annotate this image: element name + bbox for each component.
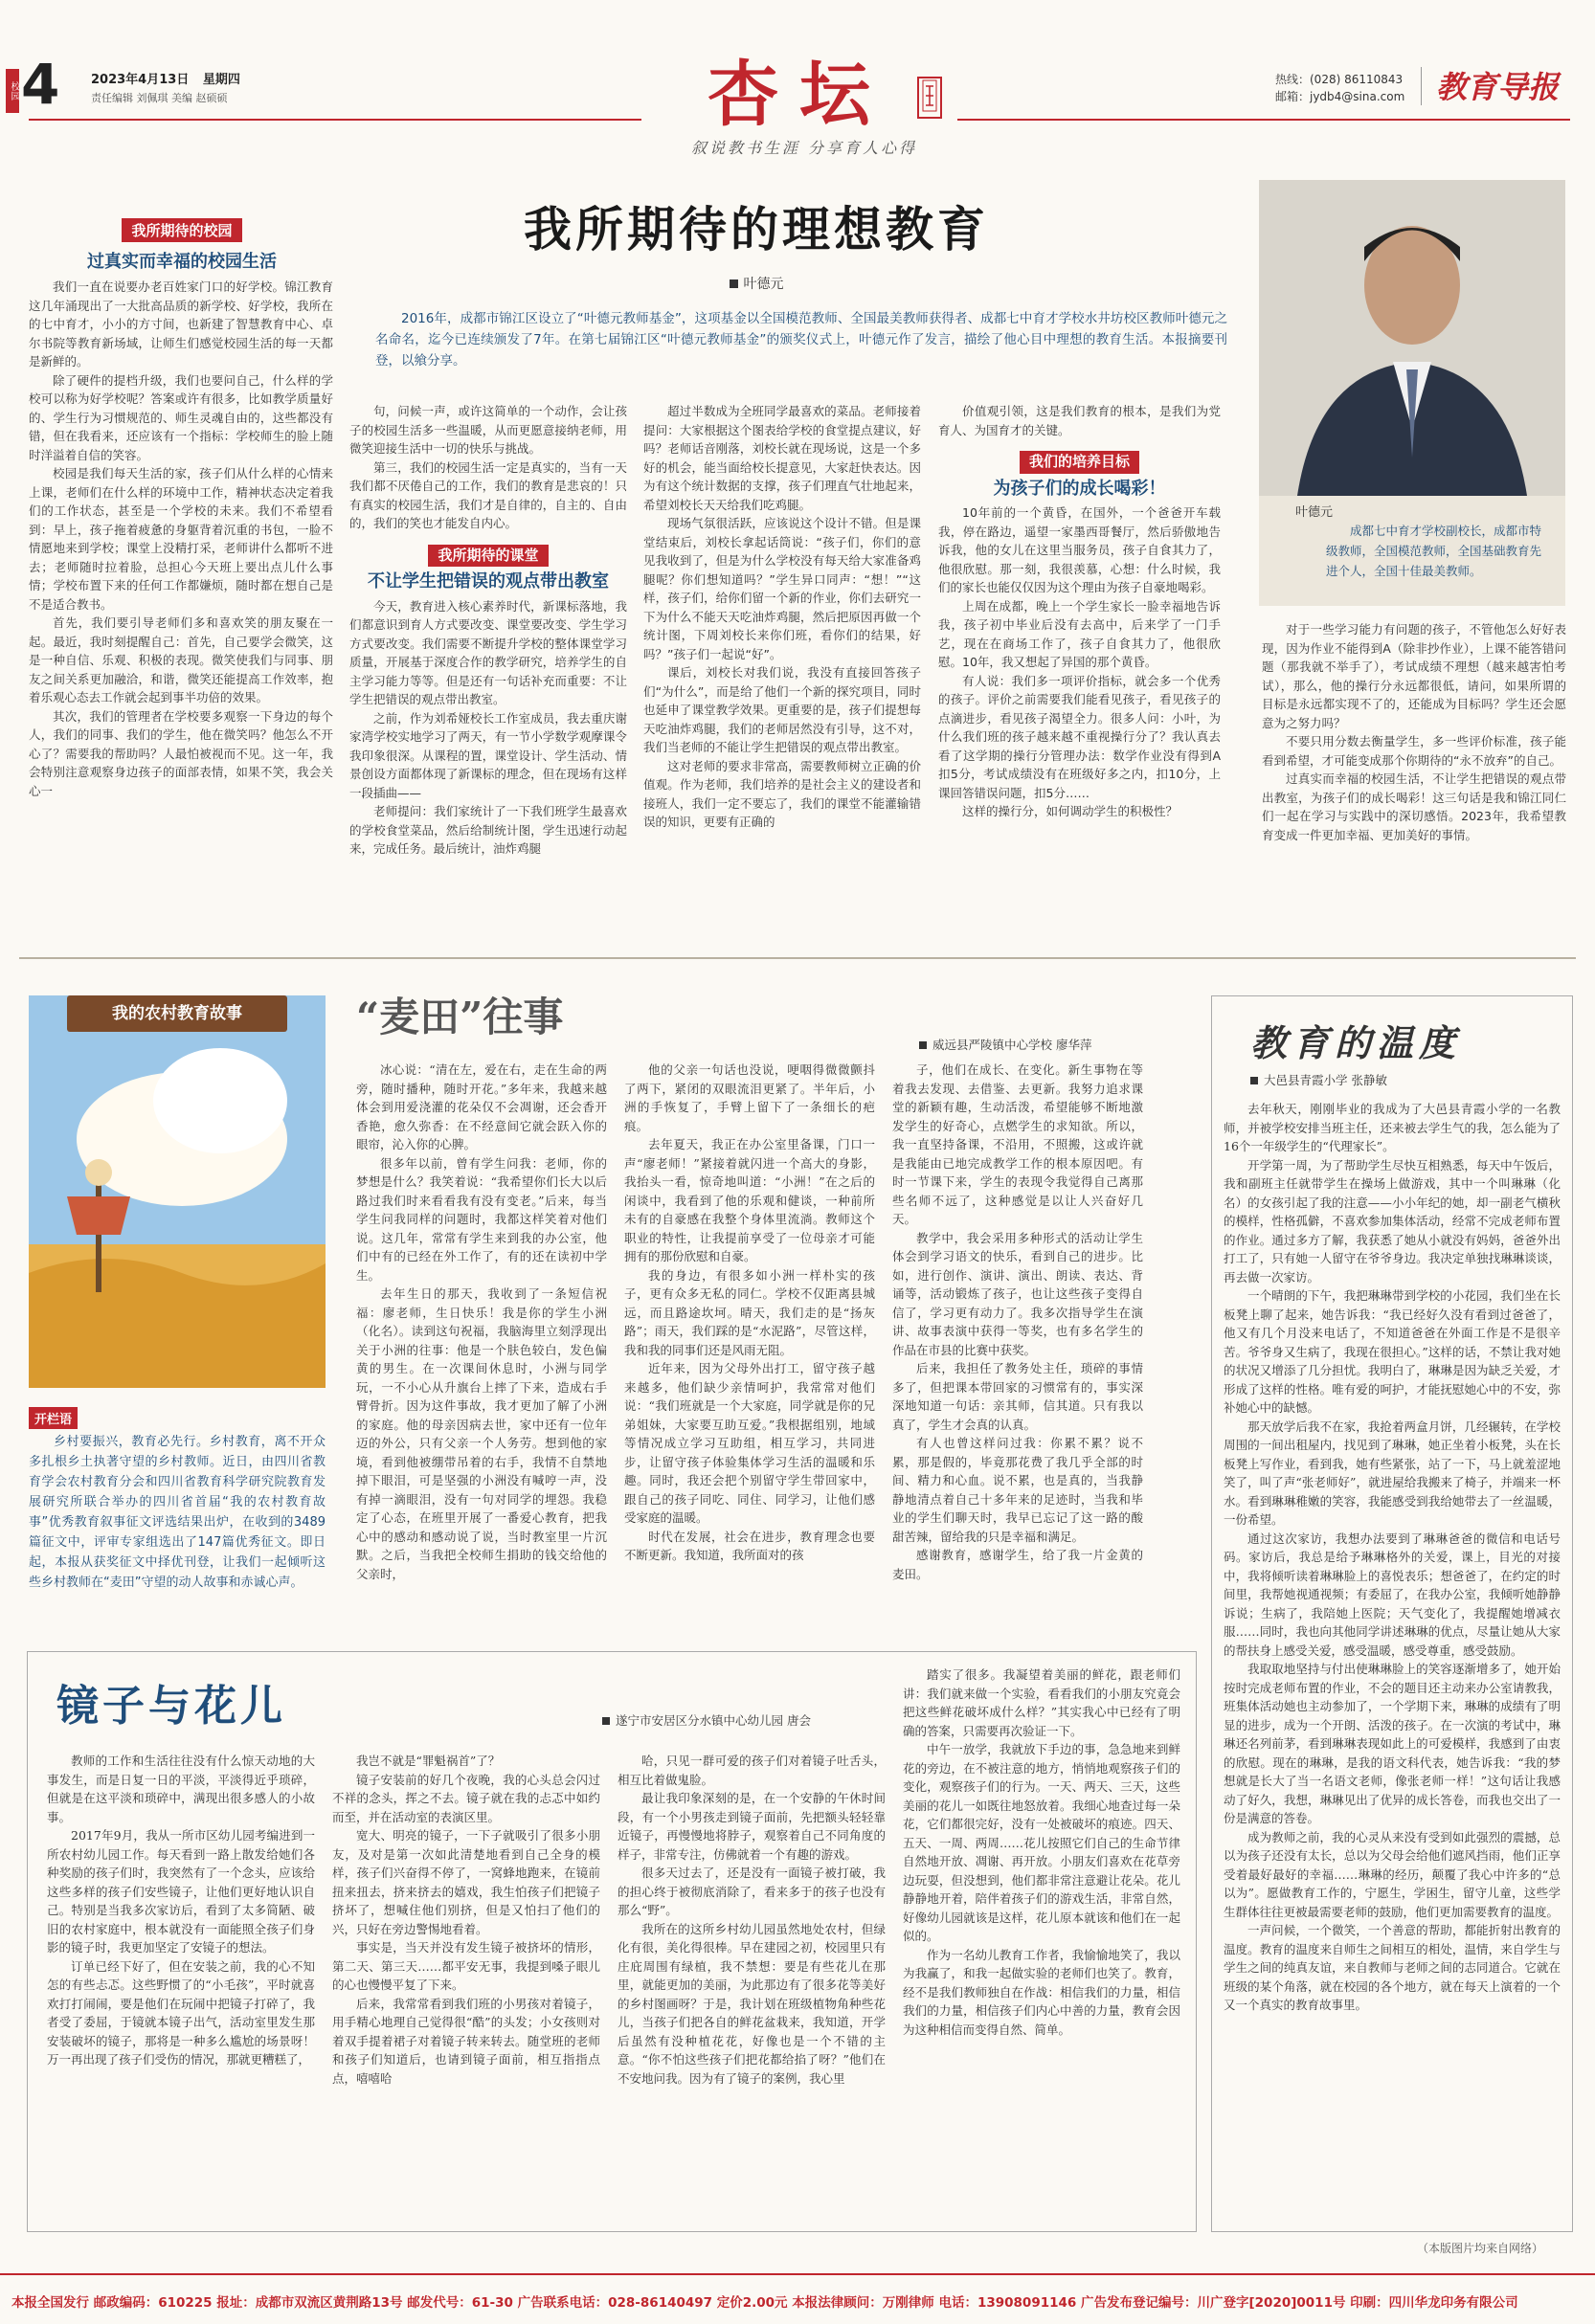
paragraph: 今天，教育进入核心素养时代，新课标落地，我们都意识到育人方式要改变、课堂要改变、学生学习方式要改变。我们需要不断提升学校的整体课堂学习质量，开展基于深度合作的教学研究，培养学生的自主学习能力等等。但是还有一句话补充而重要：不让学生把错误的观点带出教室。 [349,598,627,706]
subhead-tag: 我们的培养目标 [1020,451,1139,474]
byline-square-icon [919,1041,927,1049]
portrait-image [1259,180,1565,496]
subhead-title: 为孩子们的成长喝彩！ [993,478,1166,499]
paragraph: 我的身边，有很多如小洲一样朴实的孩子，更有众多无私的同仁。学校不仅距离县城远，而且路途坎坷。晴天，我们走的是“扬灰路”；雨天，我们踩的是“水泥路”，尽管这样，我和我的同事们还是风雨无阻。 [624,1267,875,1357]
email: 邮箱：jydb4@sina.com [1275,90,1405,103]
column-tag: 我所期待的校园 [122,218,241,242]
section-seal [917,77,942,119]
main-intro: 2016年，成都市锦江区设立了“叶德元教师基金”，这项基金以全国模范教师、全国最美教师获得者、成都七中育才学校水井坊校区教师叶德元之名命名，迄今已连续颁发了7年。在第七届锦江区“叶德元教师基金”的颁奖仪式上，叶德元作了发言，描绘了他心目中理想的教育生活。本报摘要刊登，以飨分享。 [375,311,1227,369]
paragraph: 有人说：我们多一项评价指标，就会多一个优秀的孩子。评价之前需要我们能看见孩子，看见孩子的点滴进步，看见孩子渴望全力。很多人问：小叶，为什么我们班的孩子越来越不重视操行分了？我认真去看了这学期的操行分管理办法：数学作业没有得到A扣5分，考试成绩没有在班级好多之内，扣10分，上课回答错误问题，扣5分…… [938,673,1221,800]
paragraph: 作为一名幼儿教育工作者，我愉愉地笑了，我以为我赢了，和我一起做实验的老师们也笑了。教育，经不是我们教师独自在作战：相信我们的力量，相信我们的力量，相信孩子们内心中善的力量，教育会因为这种相信而变得自然、简单。 [903,1947,1180,2037]
slogan: 叙说教书生涯 分享育人心得 [690,139,918,157]
paragraph: 一个晴朗的下午，我把琳琳带到学校的小花园，我们坐在长板凳上聊了起来，她告诉我：“我已经好久没有看到过爸爸了，他又有几个月没来电话了，不知道爸爸在外面工作是不是很辛苦。爷爷身又生病了，我现在很担心。”这样的话，不禁让我对她的状况又增添了几分担忧。我明白了，琳琳是因为缺乏关爱，才形成了这样的性格。唯有爱的呵护，才能抚慰她心中的不安，弥补她心中的缺憾。 [1224,1288,1561,1415]
paragraph: 中午一放学，我就放下手边的事，急急地来到鲜花的旁边，在不被注意的地方，悄悄地观察孩子们的变化，观察孩子们的行为。一天、两天、三天，这些美丽的花儿一如既往地怒放着。我细心地查过每一朵花，它们都很完好，没有一处被破坏的痕迹。四天、五天、一周、两周……花儿按照它们自己的生命节律自然地开放、凋谢、再开放。小朋友们喜欢在花草旁边玩耍，但没想到，他们都非常注意避让花朵。花儿静静地开着，陪伴着孩子们的游戏生活，非常自然，好像幼儿园就该是这样，花儿原本就该和他们在一起似的。 [903,1742,1180,1943]
subhead-title: 不让学生把错误的观点带出教室 [368,571,609,592]
wendu-title: 教育的温度 [1250,1021,1462,1064]
author-photo-block [1259,180,1565,606]
mirror-byline: 遂宁市安居区分水镇中心幼儿园 唐会 [602,1711,811,1729]
paragraph: 上周在成都，晚上一个学生家长一脸幸福地告诉我，孩子初中毕业后没有去高中，后来学了一门手艺，现在在商场工作了，孩子自食其力了，他很欣慰。10年，我又想起了异国的那个黄昏。 [938,598,1221,669]
masthead [0,0,1595,168]
divider-vertical [1421,67,1422,105]
main-col-4 [1262,620,1566,922]
mirror-col-4 [903,1665,1180,2221]
paragraph: 首先，我们要引导老师们多和喜欢笑的朋友聚在一起。最近，我时刻提醒自己：首先，自己要学会微笑，这是一种自信、乐观、积极的表现。微笑使我们与同事、朋友之间关系更加融洽，和谐，微笑还能提高工作效率，抱着乐观心态去工作就会起到事半功倍的效果。 [29,615,333,704]
paragraph: 课后，刘校长对我们说，我没有直接回答孩子们“为什么”，而是给了他们一个新的探究项目，同时也延申了课堂教学效果。更重要的是，孩子们提想每天吃油炸鸡腿，我们的老师居然没有引导，这不对，我们当老师的不能让学生把错误的观点带出教室。 [643,665,921,754]
byline-square-icon [730,279,738,288]
main-title: 我所期待的理想教育 [524,201,989,257]
paragraph: 对于一些学习能力有问题的孩子，不管他怎么好好表现，因为作业不能得到A（除非抄作业），上课不能答错问题（那我就不举手了），考试成绩不理想（越来越害怕考试），那么，他的操行分永远都很低，请问，如果所谓的目标是永远都实现不了的，还能成为目标吗？学生还会愿意为之努力吗？ [1262,622,1566,730]
masthead-rule-left [29,119,641,121]
paragraph: 我们一直在说要办老百姓家门口的好学校。锦江教育这几年涌现出了一大批高品质的新学校、好学校，我所在的七中育才，小小的方寸间，也新建了智慧教育中心、卓尔书院等教育新场域，让师生们感觉校园生活的每一天都是新鲜的。 [29,279,333,369]
image-credit: （本版图片均来自网络） [1417,2242,1544,2255]
article-body [29,278,333,917]
paragraph: 近年来，因为父母外出打工，留守孩子越来越多，他们缺少亲情呵护，我常常对他们说：“我们班就是一个大家庭，同学就是你的兄弟姐妹，大家要互助互爱。”我根据组别，地域等情况成立学习互助组，相互学习，共同进步，让留守孩子体验集体学习生活的温暖和乐趣。同时，我还会把个别留守学生带回家中，跟自己的孩子同吃、同住、同学习，让他们感受家庭的温暖。 [624,1361,875,1525]
paragraph: 教师的工作和生活往往没有什么惊天动地的大事发生，而是日复一日的平淡，平淡得近乎琐碎，但就是在这平淡和琐碎中，满现出很多感人的小故事。 [47,1754,315,1824]
photo-caption-bio: 成都七中育才学校副校长，成都市特级教师，全国模范教师，全国基础教育先进个人，全国十佳最美教师。 [1326,524,1542,578]
paragraph: 过真实而幸福的校园生活，不让学生把错误的观点带出教室，为孩子们的成长喝彩！这三句话是我和锦江同仁们一起在学习与实践中的深切感悟。2023年，我希望教育变成一件更加幸福、更加美好的事情。 [1262,771,1566,842]
mirror-col-1 [47,1752,315,2221]
paragraph: 现场气氛很活跃，应该说这个设计不错。但是课堂结束后，刘校长拿起话筒说：“孩子们，你们的意见我收到了，但是为什么学校没有每天给大家准备鸡腿呢？你们想知道吗？”学生异口同声：“想！”“这样，孩子们，给你们留一个新的作业，你们去研究一下为什么不能天天吃油炸鸡腿，然后把原因再做一个统计图，下周刘校长来你们班，看你们的结果，好吗？”孩子们一起说“好”。 [643,516,921,661]
mirror-title: 镜子与花儿 [56,1682,286,1731]
paragraph: 镜子安装前的好几个夜晚，我的心头总会闪过不祥的念头，挥之不去。镜子就在我的忐忑中如约而至，并在活动室的表演区里。 [332,1772,600,1824]
article-title: 过真实而幸福的校园生活 [87,252,277,272]
paragraph: 我所在的这所乡村幼儿园虽然地处农村，但绿化有很，美化得很棒。早在建园之初，校园里只有庄庇周围有绿植，我不禁想：要是有些花儿在那里，就能更加的美丽，为此那边有了很多花等美好的乡村图画呀？于是，我计划在班级植物角种些花儿，当孩子们把各自的鲜花盆栽来，我知道，开学后虽然有没种植花花，好像也是一个不错的主意。“你不怕这些孩子们把花都给掐了呀？”他们在不安地问我。因为有了镜子的案例，我心里 [618,1921,886,2086]
paragraph: 10年前的一个黄昏，在国外，一个爸爸开车载我，停在路边，遥望一家墨西哥餐厅，然后骄傲地告诉我，他的女儿在这里当服务员，孩子自食其力了，他很欣慰。那一刻，我很羡慕，心想：什么时候，我们的家长也能仅仅因为这个理由为孩子自豪地喝彩。 [938,505,1221,594]
maitian-col-2 [624,1061,875,1644]
paragraph: 除了硬件的提档升级，我们也要问自己，什么样的学校可以称为好学校呢？答案或许有很多，比如教学质量好的、学生行为习惯规范的、师生灵魂自由的，这些都没有错，但在我看来，还应该有一个指标：学校师生的脸上随时洋溢着自信的笑容。 [29,372,333,462]
paragraph: 这对老师的要求非常高，需要教师树立正确的价值观。作为老师，我们培养的是社会主义的建设者和接班人，我们一定不要忘了，我们的课堂不能灌输错误的知识，更要有正确的 [643,758,921,829]
section-divider [19,957,1576,959]
photo-caption-name: 叶德元 [1295,505,1334,520]
weekday: 星期四 [202,73,240,87]
paragraph: 校园是我们每天生活的家，孩子们从什么样的心情来上课，老师们在什么样的环境中工作，精神状态决定着我们的工作状态，甚至是一个学校的未来。我们不希望看到：早上，孩子拖着疲惫的身躯背着沉重的书包，一脸不情愿地来到学校；课堂上没精打采，老师讲什么都听不进去；老师随时拉着脸，总担心今天班上要出点儿什么事情；学校布置下来的任何工作都嫌烦，随时都在想自己是不是适合教书。 [29,466,333,612]
paragraph: 超过半数成为全班同学最喜欢的菜品。老师接着提问：大家根据这个图表给学校的食堂提点建议，好吗？老师话音刚落，刘校长就在现场说，这是一个多好的机会，能当面给校长提意见，大家赶快表达。因为有这个统计数据的支撑，孩子们理直气壮地起来，希望刘校长天天给我们吃鸡腿。 [643,404,921,512]
paragraph: 后来，我担任了教务处主任，琐碎的事情多了，但把课本带回家的习惯常有的，事实深深地知道一句话：亲其师，信其道。只有我以真了，学生才会真的认真。 [892,1361,1143,1432]
paragraph: 很多天过去了，还是没有一面镜子被打破，我的担心终于被彻底消除了，看来多于的孩子也没有那么“野”。 [618,1866,886,1917]
main-col-3 [938,402,1221,919]
scarecrow-illustration [29,995,326,1388]
paragraph: 他的父亲一句话也没说，哽咽得微微颤抖了两下，紧闭的双眼流泪更紧了。半年后，小洲的手恢复了，手臂上留下了一条细长的疤痕。 [624,1062,875,1133]
rural-column [29,995,335,1608]
paragraph: 我岂不就是“罪魁祸首”了？ [356,1754,501,1768]
byline-square-icon [602,1717,610,1725]
paragraph: 最让我印象深刻的是，在一个安静的午休时间段，有一个小男孩走到镜子面前，先把额头轻轻靠近镜子，再慢慢地将脖子，观察着自己不同角度的样子，非常专注，仿佛就着一个有趣的游戏。 [618,1791,886,1862]
footer-info: 本报全国发行 邮政编码：610225 报址：成都市双流区黄荆路13号 邮发代号：61-30 广告联系电话：028-86140497 定价2.00元 本报法律顾问：万刚律师 电话：13908091146 广告发布登记编号：川广登字[2020]0011号 印刷：四川华龙印务有限公司 [11,2295,1518,2311]
maitian-title: “麦田”往事 [356,994,564,1040]
hotline: 热线：(028) 86110843 [1275,73,1404,86]
date: 2023年4月13日 [91,73,190,87]
paragraph: 子，他们在成长、在变化。新生事物在等着我去发现、去借鉴、去更新。我努力追求课堂的新颖有趣，生动活泼，希望能够不断地激发学生的好奇心，点燃学生的求知欲。所以，我一直坚持备课，不沿用，不照搬，这或许就是我能由已地完成教学工作的根本原因吧。有时一节课下来，学生的表现令我觉得自己离那些名师不远了，这种感觉是以让人兴奋好几天。 [892,1062,1143,1226]
paragraph: 很多年以前，曾有学生问我：老师，你的梦想是什么？我笑着说：“我希望你们长大以后路过我们时来看看我有没有变老。”后来，每当学生问我同样的问题时，我都这样笑着对他们说。这几年，常常有学生来到我的办公室，他们中有的已经在外工作了，有的还在读初中学生。 [356,1155,607,1283]
kaijian-tag: 开栏语 [29,1407,78,1429]
paragraph: 有人也曾这样问过我：你累不累？说不累，那是假的，毕竟那花费了我几乎全部的时间、精力和心血。说不累，也是真的，当我静静地清点着自己十多年来的足迹时，当我和毕业的学生们聊天时，我早已忘记了这一路的酸甜苦辣，留给我的只是幸福和满足。 [892,1436,1143,1544]
maitian-col-1 [356,1061,607,1644]
paragraph: 教学中，我会采用多种形式的活动让学生体会到学习语文的快乐，看到自己的进步。比如，进行创作、演讲、演出、朗读、表达、背诵等，活动锻炼了孩子，也让这些孩子变得自信了，学习更有动力了。我多次指导学生在演讲、故事表演中获得一等奖，也有多名学生的作品在市县的比赛中获奖。 [892,1230,1143,1357]
paragraph: 不要只用分数去衡量学生，多一些评价标准，孩子能看到希望，才可能变成那个你期待的“永不放弃”的自己。 [1262,734,1566,768]
masthead-rule-right [957,119,1570,121]
paragraph: 冰心说：“清在左，爱在右，走在生命的两旁，随时播种，随时开花。”多年来，我越来越体会到用爱浇灌的花朵仅不会凋谢，还会香开香艳，愈久弥香：在不经意间它就会跃入你的眼帘，沁入你的心脾。 [356,1062,607,1151]
paragraph: 哈，只见一群可爱的孩子们对着镜子吐舌头，相互比着做鬼脸。 [618,1754,886,1787]
paragraph: 价值观引领，这是我们教育的根本，是我们为党育人、为国育才的关键。 [938,404,1221,437]
paragraph: 那天放学后我不在家，我抢着两盒月饼，几经辗转，在学校周围的一间出租屋内，找见到了琳琳，她正坐着小板凳，头在长板凳上写作业，看到我，她有些紧张，站了一下，马上就羞涩地笑了，叫了声“张老师好”，就进屋给我搬来了椅子，并端来一杯水。看到琳琳稚嫩的笑容，我能感受到我给她带去了一丝温暖，一份希望。 [1224,1419,1561,1527]
paragraph: 一声问候，一个微笑，一个善意的帮助，都能折射出教育的温度。教育的温度来自师生之间相互的相处，温情，来自学生与学生之间的纯真友谊，来自教师与老师之间的志同道合。它就在班级的某个角落，就在校园的各个地方，就在每天上演着的一个又一个真实的教育故事里。 [1224,1923,1561,2012]
section-title: 杏坛 [708,54,891,136]
paragraph: 去年夏天，我正在办公室里备课，门口一声“廖老师！”紧接着就闪进一个高大的身影，我抬头一看，惊奇地叫道：“小洲！”在之后的闲谈中，我看到了他的乐观和健谈，一种前所未有的自豪感在我整个身体里流淌。教师这个职业的特性，让我提前享受了一位母亲才可能拥有的那份欣慰和自豪。 [624,1137,875,1263]
side-article-campus [29,218,335,917]
page-number: 4 [21,52,60,117]
wendu-box [1211,995,1573,2232]
paragraph: 去年秋天，刚刚毕业的我成为了大邑县青霞小学的一名教师，并被学校安排当班主任，还来被去学生气的我，怎么能为了16个一年级学生的“代理家长”。 [1224,1102,1561,1153]
subhead-tag: 我所期待的课堂 [428,545,548,568]
kaijian-text: 乡村要振兴，教育必先行。乡村教育，离不开众多扎根乡土执著守望的乡村教师。近日，由四川省教育学会农村教育分会和四川省教育科学研究院教育发展研究所联合举办的四川省首届“我的农村教育故事”优秀教育叙事征文评选结果出炉，在收到的3489篇征文中，评审专家组选出了147篇优秀征文。即日起，本报从获奖征文中择优刊登，让我们一起倾听这些乡村教师在“麦田”守望的动人故事和赤诚心声。 [29,1435,326,1590]
paragraph: 开学第一周，为了帮助学生尽快互相熟悉，每天中午饭后，我和副班主任就带学生在操场上做游戏，其中一个叫琳琳（化名）的女孩引起了我的注意——小小年纪的她，却一副老气横秋的模样，性格孤僻，不喜欢参加集体活动，经常不完成老师布置的作业。通过多方了解，我获悉了她从小就没有妈妈，爸爸外出打工了，只有她一人留守在爷爷身边。我决定单独找琳琳谈谈，再去做一次家访。 [1224,1157,1561,1285]
paragraph: 去年生日的那天，我收到了一条短信祝福：廖老师，生日快乐！我是你的学生小洲（化名）。读到这句祝福，我脑海里立刻浮现出关于小洲的往事：他是一个肤色较白，发色偏黄的男生。在一次课间休息时，小洲与同学玩，一不小心从升旗台上摔了下来，造成右手臂骨折。因为这件事故，我才更加了解了小洲的家庭。他的母亲因病去世，家中还有一位年迈的外公，只有父亲一个人务劳。想到他的家境，看到他被绷带吊着的右手，我情不自禁地掉下眼泪，可是坚强的小洲没有喊哼一声，没有掉一滴眼泪，没有一句对同学的埋怨。我稳定了心态，在班里开展了一番爱心教育，把我心中的感动和感动说了说，当时教室里一片沉默。之后，当我把全校师生捐助的钱交给他的父亲时， [356,1286,607,1581]
rural-column-title: 我的农村教育故事 [67,995,287,1032]
paragraph: 订单已经下好了，但在安装之前，我的心不知怎的有些忐忑。这些野惯了的“小毛孩”，平时就喜欢打打闹闹，要是他们在玩闹中把镜子打碎了，我者受了委屈，于镜就本镜子出气，活动室里发生那安装破坏的镜子，那将是一种多么尴尬的场景呀！万一再出现了孩子们受伤的情况，那就更糟糕了， [47,1958,315,2067]
paragraph: 成为教师之前，我的心灵从来没有受到如此强烈的震撼，总以为孩子还没有太长，总以为父母会给他们遮风挡雨，他们正享受着最好最好的幸福……琳琳的经历，颠覆了我心中许多的“总以为”。愿做教育工作的，宁愿生，学困生，留守儿童，这些学生群体往往更被最需要老师的鼓励，他们更加需要教育的温度。 [1224,1829,1561,1919]
paragraph: 踏实了很多。我凝望着美丽的鲜花，跟老师们讲：我们就来做一个实验，看看我们的小朋友究竟会把这些鲜花破坏成什么样？”其实我心中已经有了明确的答案，只需要再次验证一下。 [903,1667,1180,1738]
paragraph: 时代在发展，社会在进步，教育理念也要不断更新。我知道，我所面对的孩 [624,1529,875,1562]
wendu-body [1224,1100,1561,2220]
paragraph: 之前，作为刘希娅校长工作室成员，我去重庆谢家湾学校实地学习了两天，有一节小学数学观摩课令我印象很深。从课程的置，课堂设计、学生活动、情景创设方面都体现了新课标的理念，但在现场有这样一段插曲—— [349,710,627,800]
maitian-byline: 威远县严陵镇中心学校 廖华萍 [919,1036,1091,1053]
paragraph: 我取取地坚持与付出使琳琳脸上的笑容逐渐增多了，她开始按时完成老师布置的作业，不会的题目还主动来办公室请教我，班集体活动她也主动参加了，一个学期下来，琳琳的成绩有了明显的进步，成为一个开朗、活泼的孩子。在一次演的考试中，琳琳还名列前茅，看到琳琳表现如此上的可爱模样，我感到了由衷的欣慰。现在的琳琳，是我的语文科代表，她告诉我：“我的梦想就是长大了当一名语文老师，像张老师一样！”这句话让我感动了好久，我想，琳琳见出了优异的成长答卷，而我也交出了一份是满意的答卷。 [1224,1662,1561,1825]
mirror-box [27,1651,1197,2232]
paragraph: 感谢教育，感谢学生，给了我一片金黄的麦田。 [892,1548,1143,1581]
mirror-col-3 [618,1752,886,2221]
paragraph: 2017年9月，我从一所市区幼儿园考编进到一所农村幼儿园工作。每天看到一路上散发给她们各种奖励的孩子们时，我突然有了一个念头，应该给这些多样的孩子们安些镜子，让他们更好地认识自己。特别是当我多次家访后，看到了太多简陋、破旧的农村家庭中，根本就没有一面能照全孩子们身影的镜子时，我更加坚定了安镜子的想法。 [47,1828,315,1955]
paragraph: 通过这次家访，我想办法要到了琳琳爸爸的微信和电话号码。家访后，我总是给予琳琳格外的关爱，课上，目光的对接中，我将倾听读着琳琳脸上的喜悦表乐；想爸爸了，在约定的时间里，我帮她视通视频；有委屈了，在我办公室，我倾听她静静诉说；生病了，我陪她上医院；天气变化了，我提醒她增减衣服……同时，我也向其他同学讲述琳琳的优点，尽量让她从大家的帮扶身上感受关爱，感受温暖，感受尊重，感受鼓励。 [1224,1531,1561,1658]
editors: 责任编辑 刘佩琪 美编 赵硕硕 [91,92,228,104]
paragraph: 后来，我常常看到我们班的小男孩对着镜子，用手精心地理自己觉得很“酷”的头发；小女孩则对着双手提着裙子对着镜子转来转去。随堂班的老师和孩子们知道后，也请到镜子面前，相互指指点点，嘻嘻哈 [332,1996,600,2086]
issue-date [91,69,240,87]
footer-rule [0,2273,1595,2275]
seal-icon [921,78,938,113]
paragraph: 老师提问：我们家统计了一下我们班学生最喜欢的学校食堂菜品，然后给制统计图，学生迅速行动起来，完成任务。最后统计，油炸鸡腿 [349,804,627,856]
main-col-2 [643,402,921,919]
paragraph: 句，问候一声，或许这简单的一个动作，会让孩子的校园生活多一些温暖，从而更愿意接纳老师，用微笑迎接生活中一切的快乐与挑战。 [349,404,627,456]
maitian-col-3 [892,1061,1143,1644]
paragraph: 事实是，当天并没有发生镜子被挤坏的情形，第二天、第三天……都平安无事，我提到嗓子眼儿的心也慢慢平复了下来。 [332,1940,600,1992]
wendu-byline: 大邑县青霞小学 张静敏 [1250,1071,1387,1088]
paper-name-logo: 教育导报 [1436,69,1560,105]
mirror-col-2 [332,1752,600,2221]
paragraph: 第三，我们的校园生活一定是真实的，当有一天我们都不厌倦自己的工作，我们的教育是悲哀的！只有真实的校园生活，我们才是自律的，自主的、自由的，我们的笑也才能发自内心。 [349,459,627,530]
byline-square-icon [1250,1077,1258,1084]
main-byline: 叶德元 [364,274,1149,293]
paragraph: 这样的操行分，如何调动学生的积极性？ [962,804,1179,818]
main-col-1 [349,402,627,919]
paragraph: 宽大、明亮的镜子，一下子就吸引了很多小朋友，及对是第一次如此清楚地看到自己全身的模样，孩子们兴奋得不停了，一窝蜂地跑来，在镜前扭来扭去，挤来挤去的嬉戏，我生怕孩子们把镜子挤坏了，想喊住他们别挤，但是又怕扫了他们的兴，只好在旁边警惕地看着。 [332,1828,600,1936]
page-tag: 校园 [6,69,19,113]
paragraph: 其次，我们的管理者在学校要多观察一下身边的每个人，我们的同事、我们的学生，他在微笑吗？他怎么不开心了？需要我的帮助吗？人最怕被视而不见。这一年，我会特别注意观察身边孩子的面部表情，如果不笑，我会关心一 [29,708,333,798]
